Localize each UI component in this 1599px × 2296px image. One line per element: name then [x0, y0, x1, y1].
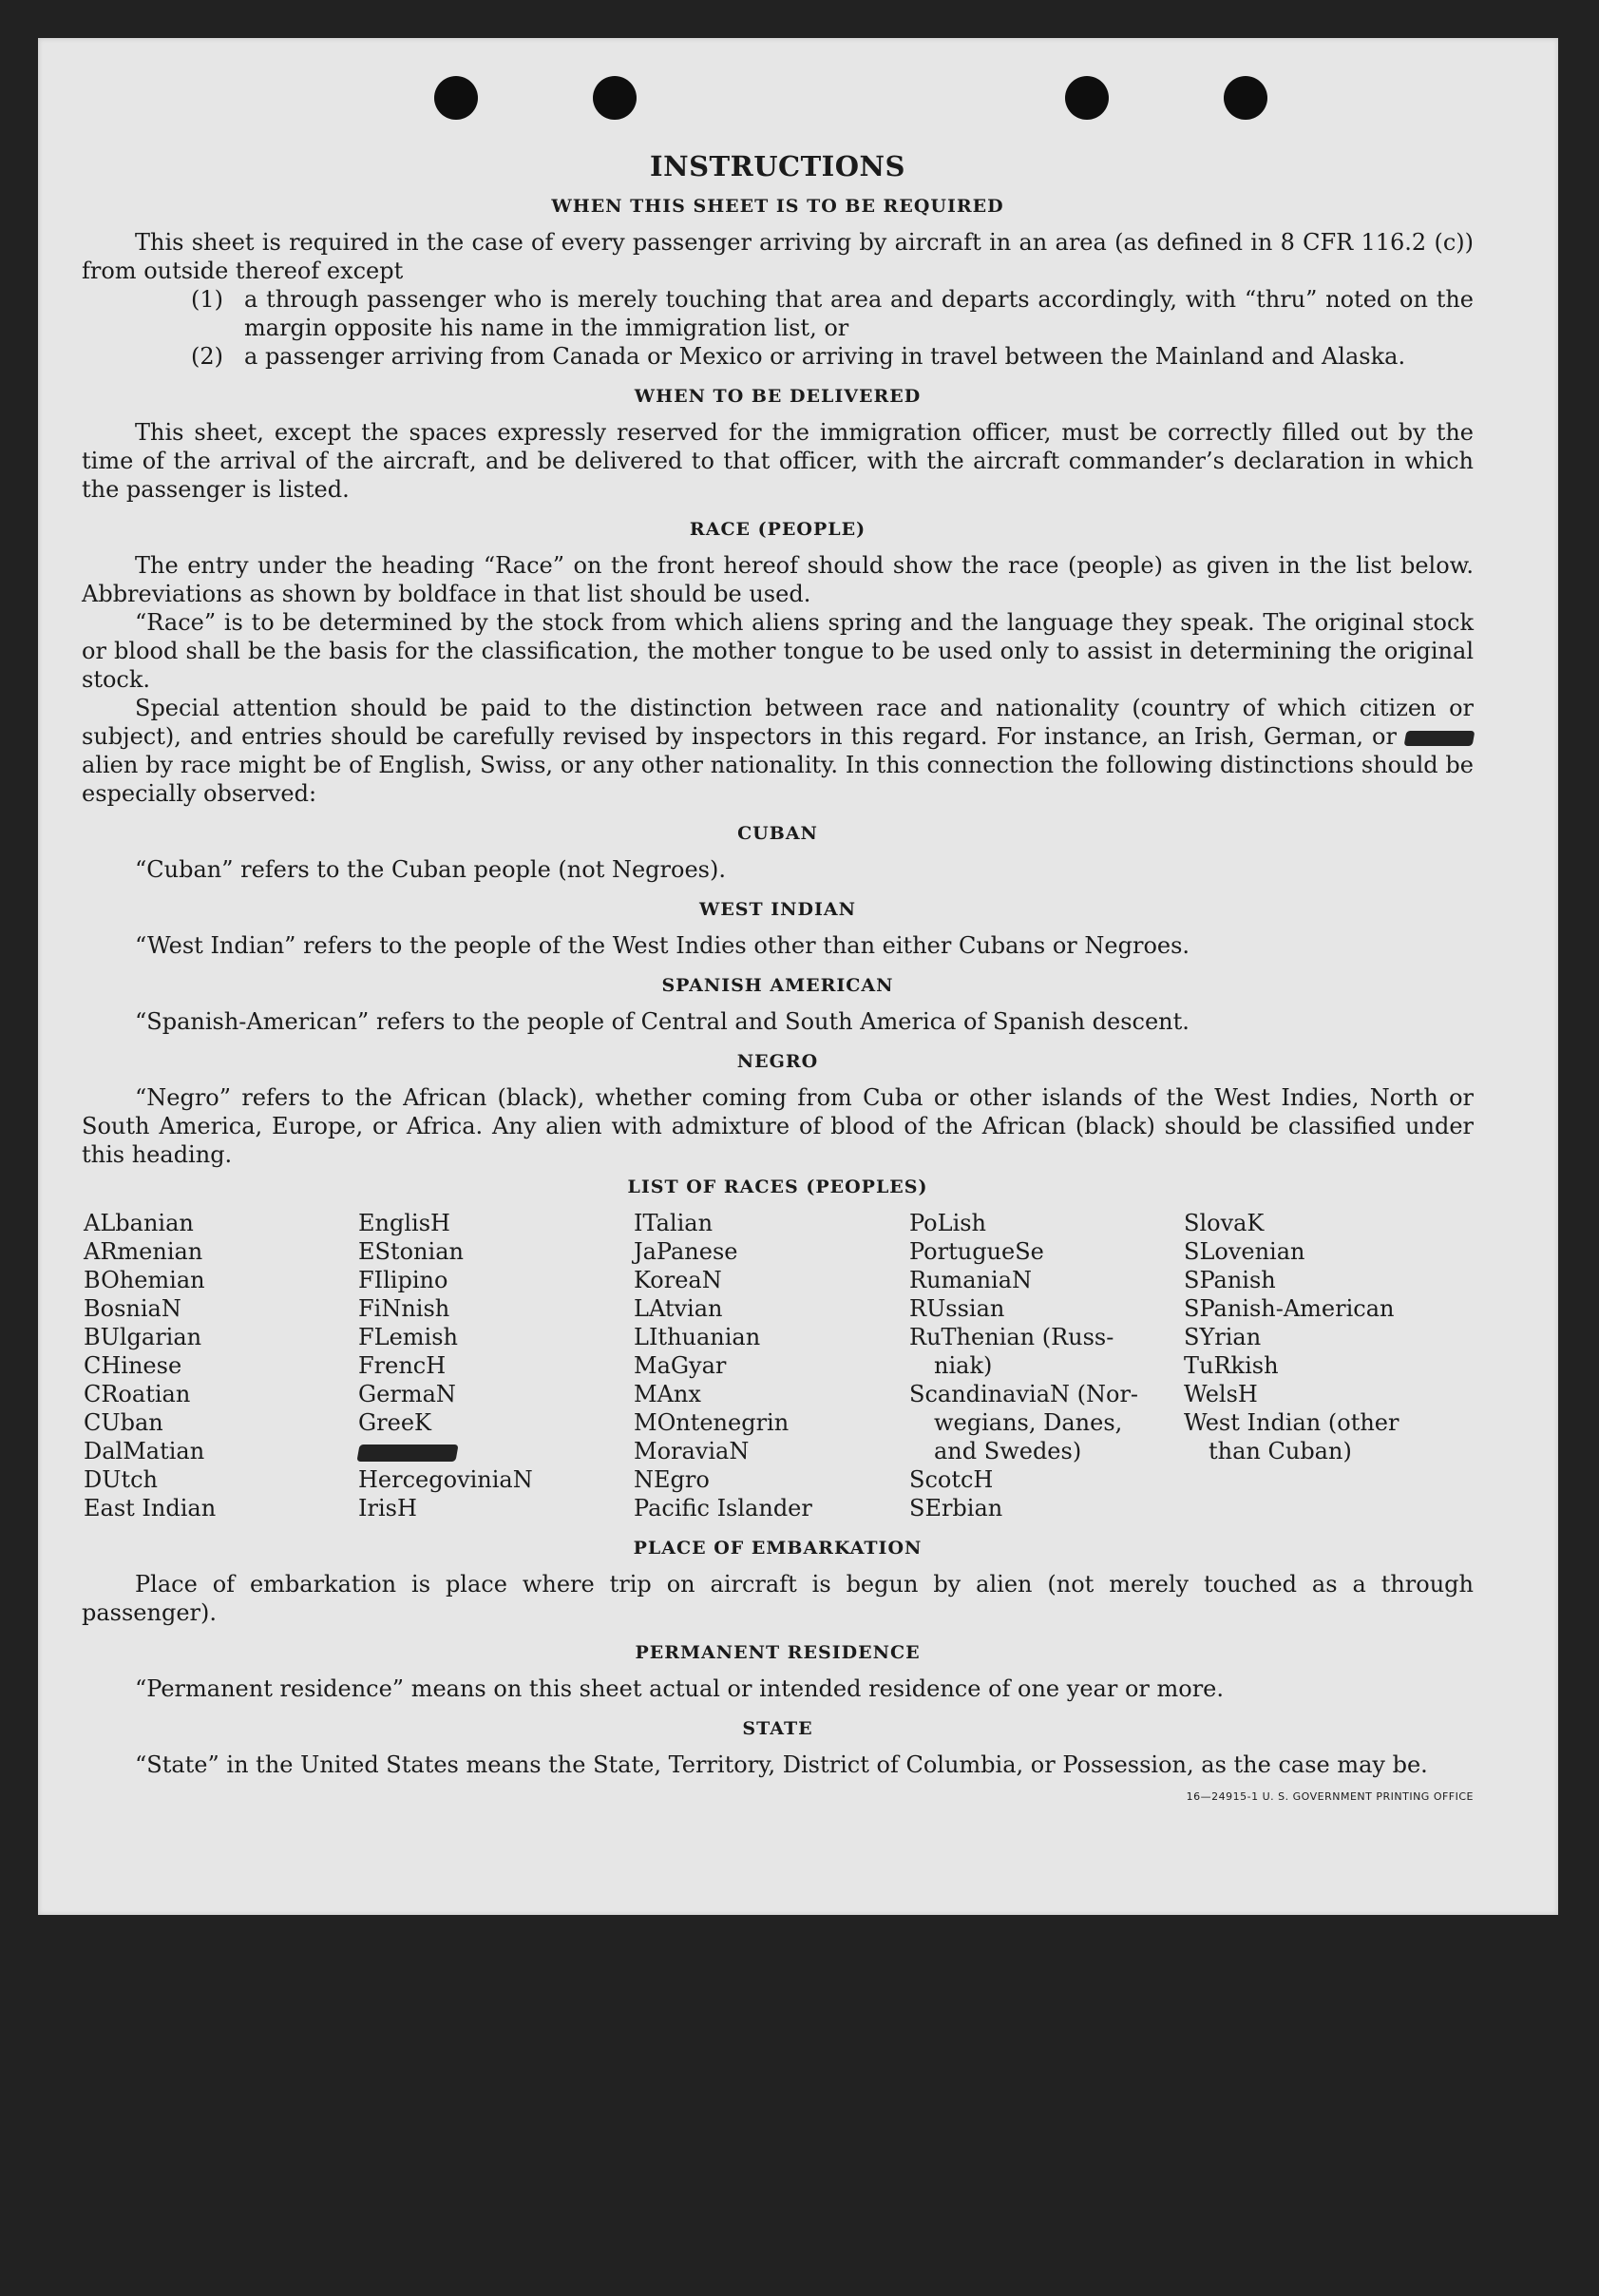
race-list-item: LIthuanian [634, 1324, 761, 1350]
race-list-item: CHinese [84, 1352, 182, 1379]
list-item [191, 285, 1474, 342]
race-list-item: RumaniaN [909, 1267, 1033, 1293]
race-list-item: RuThenian (Russ- [909, 1324, 1114, 1350]
race-list-item: NEgro [634, 1466, 710, 1493]
race-list-item: than Cuban) [1209, 1438, 1352, 1464]
race-list-item: ScotcH [909, 1466, 994, 1493]
race-list-item: MAnx [634, 1381, 701, 1407]
printing-office-code: 16—24915-1 U. S. GOVERNMENT PRINTING OFFICE [1186, 1790, 1474, 1803]
race-list-item: GermaN [358, 1381, 456, 1407]
race-paragraph-3 [82, 694, 1474, 808]
race-list-item: and Swedes) [934, 1438, 1082, 1464]
negro-text: “Negro” refers to the African (black), whether coming from Cuba or other islands of the West Indies, North or South America, Europe, or Africa. Any alien with admixture of blood of the African (black) should be classified under this heading. [82, 1084, 1474, 1168]
race-list-item: niak) [934, 1352, 993, 1379]
page-title: INSTRUCTIONS [650, 150, 905, 182]
race-list-item: Pacific Islander [634, 1495, 812, 1521]
heading-state: STATE [742, 1718, 813, 1739]
heading-west-indian: WEST INDIAN [698, 899, 857, 920]
race-list-item [356, 1437, 632, 1465]
embarkation-text: Place of embarkation is place where trip on aircraft is begun by alien (not merely touched as a through passenger). [82, 1571, 1474, 1626]
heading-list-of-races: LIST OF RACES (PEOPLES) [627, 1177, 928, 1197]
race-list-item: KoreaN [634, 1267, 722, 1293]
race-list-item: FrencH [358, 1352, 447, 1379]
race-list-item: SPanish-American [1184, 1295, 1395, 1322]
race-list-item: LAtvian [634, 1295, 723, 1322]
punch-hole [593, 76, 637, 120]
race-list-item: JaPanese [634, 1238, 738, 1265]
heading-negro: NEGRO [736, 1051, 819, 1072]
race-list-item: ALbanian [84, 1210, 194, 1236]
race-list-item: EnglisH [358, 1210, 450, 1236]
race-list-item: IrisH [358, 1495, 417, 1521]
heading-spanish-american: SPANISH AMERICAN [661, 975, 894, 996]
when-required-intro: This sheet is required in the case of every passenger arriving by aircraft in an area (as defined in 8 CFR 116.2 (c)) from outside thereof except [82, 229, 1474, 284]
heading-residence: PERMANENT RESIDENCE [635, 1642, 921, 1663]
state-text: “State” in the United States means the State, Territory, District of Columbia, or Possession, as the case may be. [135, 1751, 1428, 1778]
race-list-item: CRoatian [84, 1381, 191, 1407]
redaction-mark [356, 1445, 458, 1462]
race-list-item: SYrian [1184, 1324, 1262, 1350]
races-list [82, 1209, 1474, 1522]
state-block [82, 1751, 1474, 1803]
race-list-item: EStonian [358, 1238, 464, 1265]
race-list-item: BOhemian [84, 1267, 205, 1293]
list-item-text: a passenger arriving from Canada or Mexico or arriving in travel between the Mainland and Alaska. [244, 343, 1406, 370]
race-list-item: DalMatian [84, 1438, 205, 1464]
race-list-item: HercegoviniaN [358, 1466, 533, 1493]
list-item [191, 342, 1474, 371]
punch-hole [1065, 76, 1109, 120]
heading-embarkation: PLACE OF EMBARKATION [633, 1538, 923, 1559]
race-list-item: CUban [84, 1409, 163, 1436]
race-list-item: East Indian [84, 1495, 217, 1521]
race-list-item: GreeK [358, 1409, 431, 1436]
race-list-item: RUssian [909, 1295, 1005, 1322]
race-list-item: BosniaN [84, 1295, 181, 1322]
race-list-item: ITalian [634, 1210, 714, 1236]
redaction-mark [1404, 731, 1475, 746]
race-list-item: MoraviaN [634, 1438, 750, 1464]
heading-race: RACE (PEOPLE) [689, 519, 866, 540]
race-list-item: BUlgarian [84, 1324, 202, 1350]
punch-hole [434, 76, 478, 120]
race-list-item: DUtch [84, 1466, 159, 1493]
heading-cuban: CUBAN [737, 823, 818, 844]
cuban-text: “Cuban” refers to the Cuban people (not Negroes). [135, 856, 726, 883]
race-list-item: West Indian (other [1184, 1409, 1399, 1436]
heading-when-required: WHEN THIS SHEET IS TO BE REQUIRED [551, 196, 1004, 217]
race-list-item: SErbian [909, 1495, 1003, 1521]
race-list-item: WelsH [1184, 1381, 1258, 1407]
race-list-item: SPanish [1184, 1267, 1276, 1293]
race-list-item: PortugueSe [909, 1238, 1044, 1265]
heading-when-delivered: WHEN TO BE DELIVERED [634, 386, 922, 407]
race-list-item: ARmenian [84, 1238, 203, 1265]
west-indian-text: “West Indian” refers to the people of the West Indies other than either Cubans or Negroes. [135, 932, 1190, 959]
race-list-item: TuRkish [1184, 1352, 1279, 1379]
list-item-number: (1) [191, 286, 223, 313]
race-list-item: ScandinaviaN (Nor- [909, 1381, 1139, 1407]
form-sheet [38, 38, 1558, 1915]
race-list-item: MOntenegrin [634, 1409, 790, 1436]
instructions-content [82, 150, 1474, 1803]
race-list-item: MaGyar [634, 1352, 727, 1379]
race-list-item: FiNnish [358, 1295, 450, 1322]
race-paragraph-1: The entry under the heading “Race” on the front hereof should show the race (people) as given in the list below. Abbreviations as shown by boldface in that list should be used. [82, 552, 1474, 607]
residence-text: “Permanent residence” means on this sheet actual or intended residence of one year or more. [135, 1675, 1224, 1702]
race-paragraph-3a: Special attention should be paid to the distinction between race and nationality (country of which citizen or subject), and entries should be carefully revised by inspectors in this regard. For instance, an Irish, German, or [82, 695, 1474, 750]
race-list-item: PoLish [909, 1210, 987, 1236]
race-paragraph-2: “Race” is to be determined by the stock from which aliens spring and the language they speak. The original stock or blood shall be the basis for the classification, the mother tongue to be used only to assist in determining the original stock. [82, 609, 1474, 693]
race-list-item [1182, 1494, 1457, 1522]
race-list-item: FLemish [358, 1324, 458, 1350]
race-list-item: SlovaK [1184, 1210, 1265, 1236]
race-list-item: wegians, Danes, [934, 1409, 1123, 1436]
race-paragraph-3b: alien by race might be of English, Swiss, or any other nationality. In this connection the following distinctions should be especially observed: [82, 752, 1474, 807]
punch-hole [1224, 76, 1267, 120]
race-list-item: FIlipino [358, 1267, 448, 1293]
race-list-item: SLovenian [1184, 1238, 1305, 1265]
spanish-american-text: “Spanish-American” refers to the people of Central and South America of Spanish descent. [135, 1008, 1190, 1035]
exception-list [191, 285, 1474, 371]
list-item-text: a through passenger who is merely touching that area and departs accordingly, with “thru” noted on the margin opposite his name in the immigration list, or [244, 286, 1474, 341]
race-list-item [1182, 1465, 1457, 1494]
when-delivered-text: This sheet, except the spaces expressly reserved for the immigration officer, must be correctly filled out by the time of the arrival of the aircraft, and be delivered to that officer, with the aircraft commander’s declaration in which the passenger is listed. [82, 419, 1474, 503]
list-item-number: (2) [191, 343, 223, 370]
